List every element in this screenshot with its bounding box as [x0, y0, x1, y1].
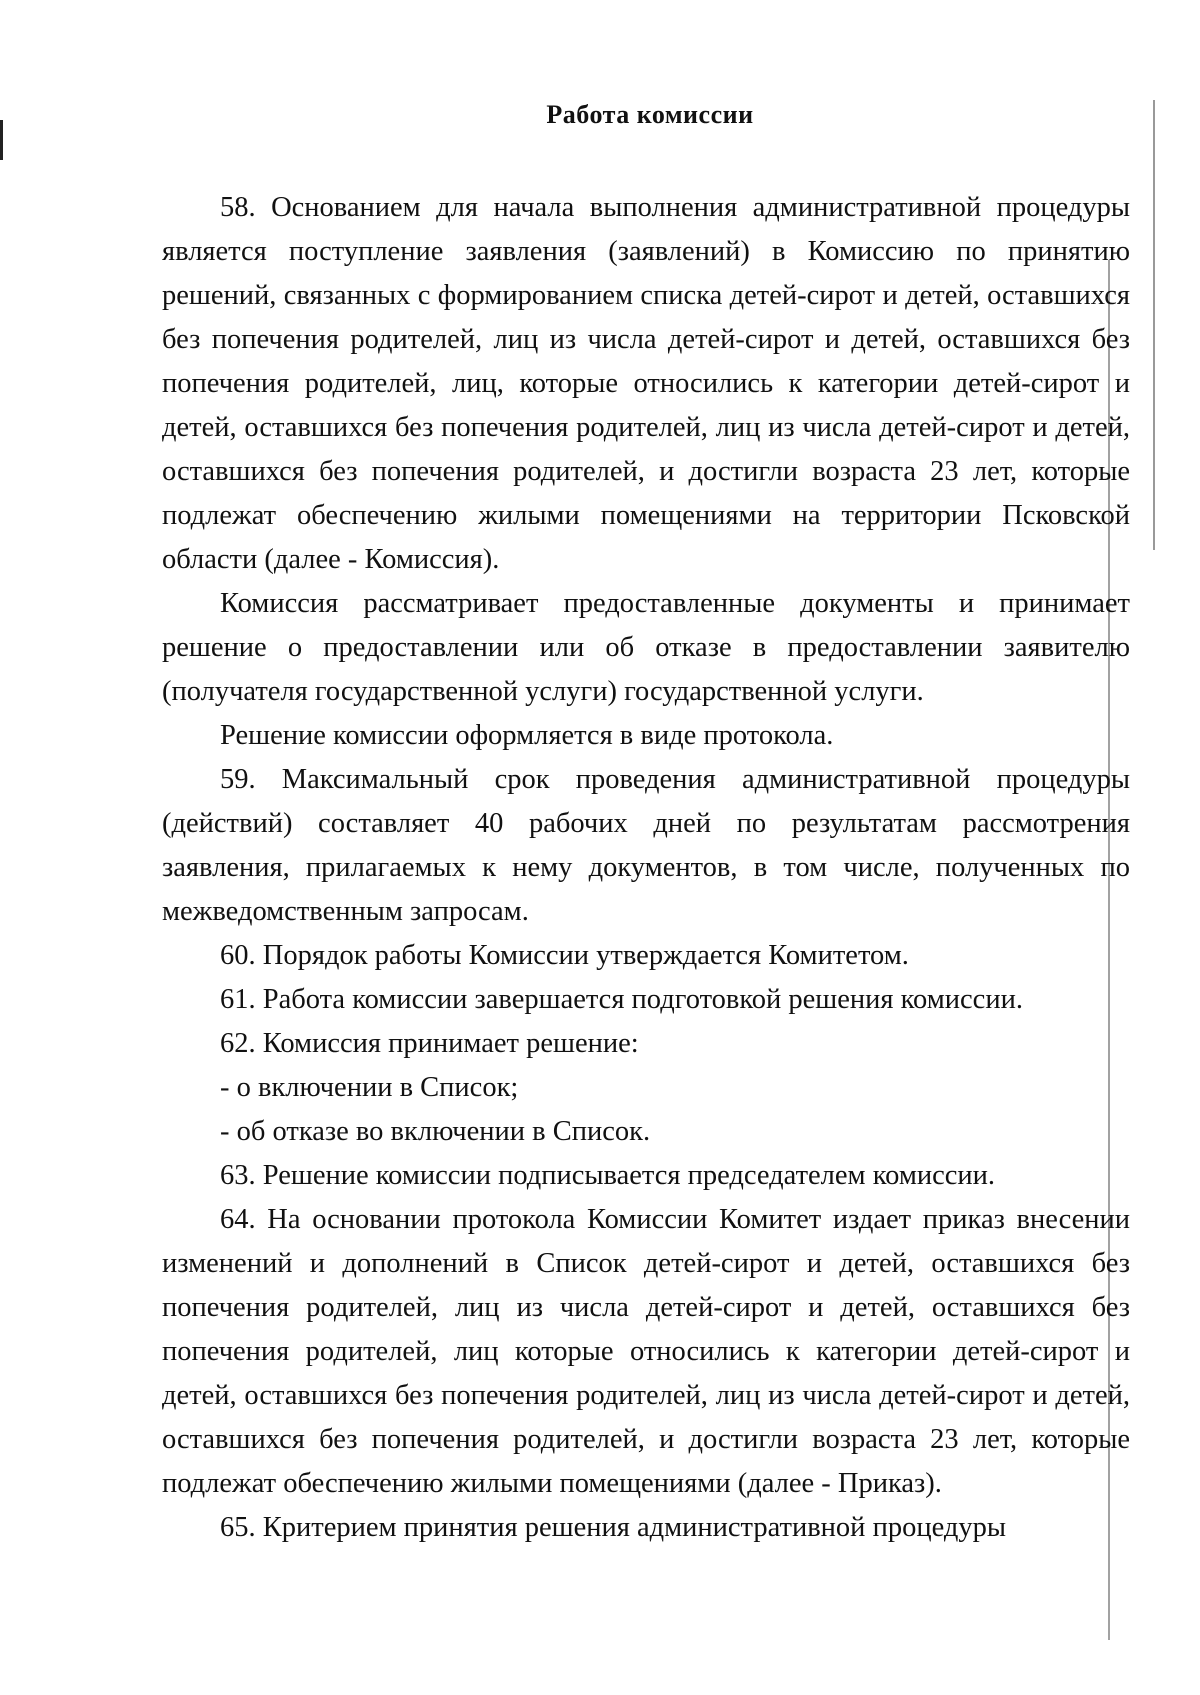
paragraph-58: 58. Основанием для начала выполнения административной процедуры является поступление заявления (заявлений) в Комиссию по принятию решений, связанных с формированием списка детей-сирот и детей, оставшихся без попечения родителей, лиц из числа детей-сирот и детей, оставшихся без попечения родителей, лиц, которые относились к категории детей-сирот и детей, оставшихся без попечения родителей, лиц из числа детей-сирот и детей, оставшихся без попечения родителей, и достигли возраста 23 лет, которые подлежат обеспечению жилыми помещениями на территории Псковской области (далее - Комиссия). — [162, 192, 1130, 575]
document-body — [162, 186, 1130, 1550]
list-item-refuse: - об отказе во включении в Список. — [220, 1116, 651, 1147]
paragraph-commission-review: Комиссия рассматривает предоставленные документы и принимает решение о предоставлении или об отказе в предоставлении заявителю (получателя государственной услуги) государственной услуги. — [162, 588, 1130, 707]
paragraph-protocol: Решение комиссии оформляется в виде протокола. — [220, 720, 834, 751]
paragraph-63: 63. Решение комиссии подписывается председателем комиссии. — [220, 1160, 996, 1191]
document-title: Работа комиссии — [546, 100, 754, 129]
paragraph-62: 62. Комиссия принимает решение: — [220, 1028, 639, 1059]
scan-artifact-right-line — [1153, 100, 1155, 550]
paragraph-61: 61. Работа комиссии завершается подготовкой решения комиссии. — [220, 984, 1023, 1015]
list-item-include: - о включении в Список; — [220, 1072, 519, 1103]
paragraph-60: 60. Порядок работы Комиссии утверждается Комитетом. — [220, 940, 909, 971]
paragraph-59: 59. Максимальный срок проведения административной процедуры (действий) составляет 40 рабочих дней по результатам рассмотрения заявления, прилагаемых к нему документов, в том числе, полученных по межведомственным запросам. — [162, 764, 1130, 927]
paragraph-64: 64. На основании протокола Комиссии Комитет издает приказ внесении изменений и дополнений в Список детей-сирот и детей, оставшихся без попечения родителей, лиц из числа детей-сирот и детей, оставшихся без попечения родителей, лиц которые относились к категории детей-сирот и детей, оставшихся без попечения родителей, лиц из числа детей-сирот и детей, оставшихся без попечения родителей, и достигли возраста 23 лет, которые подлежат обеспечению жилыми помещениями (далее - Приказ). — [162, 1204, 1130, 1499]
paragraph-65: 65. Критерием принятия решения административной процедуры — [220, 1512, 1006, 1543]
